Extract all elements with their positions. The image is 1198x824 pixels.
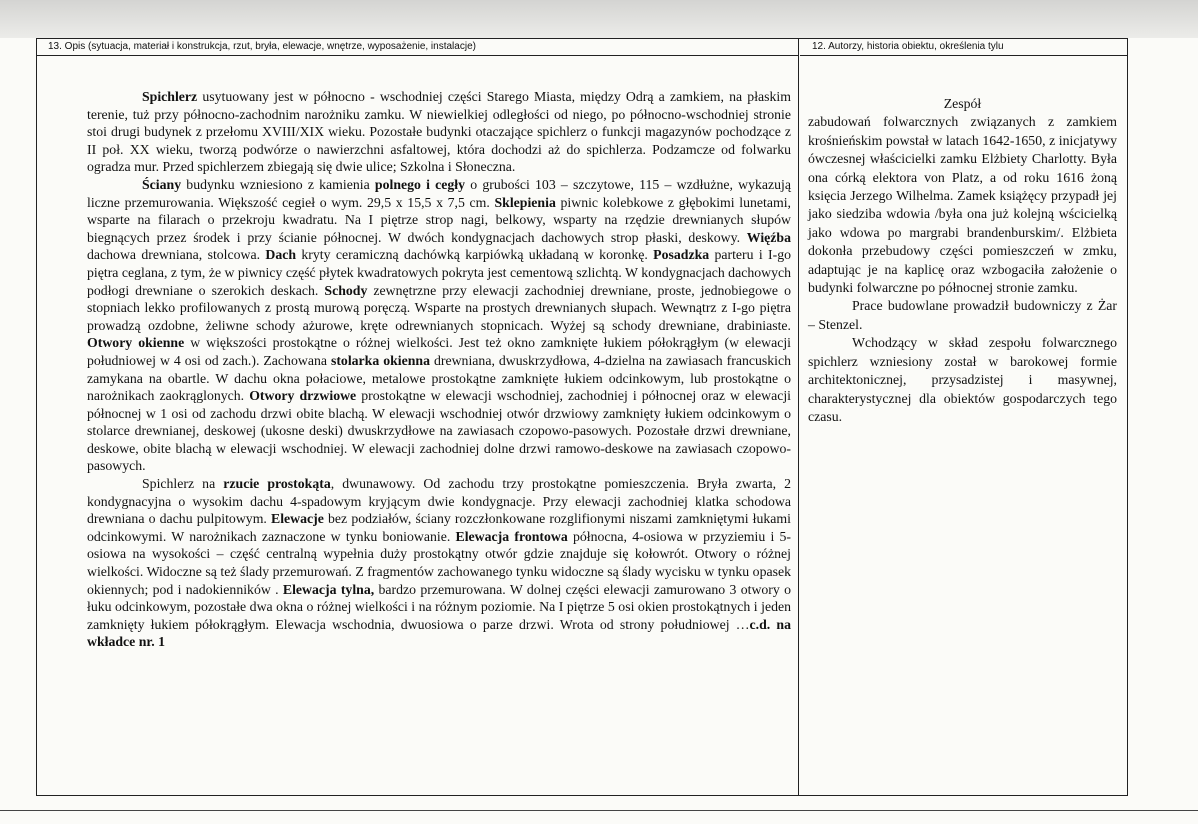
bold-term: Ściany [142, 176, 182, 192]
text: bardzo przemurowana. W dolnej części elewacji zamurowano 3 otwory o łuku odcinkowym, pozostałe dwa okna o różnej wielkości i na różnym poziomie. Na I piętrze 5 osi okien prostokątnych i jeden zamknięty łukiem półokrągłym. Elewacja wschodnia, dwuosiowa o parze drzwi. Wrota od strony południowej … [87, 581, 792, 632]
bottom-rule [0, 810, 1198, 811]
history-title: Zespół [943, 96, 982, 111]
text: drewniana, dwuskrzydłowa, 4-dzielna na zawiasach francuskich zamykana na obartle. W dachu okna połaciowe, metalowe prostokątne zamknięte łukiem odcinkowym, lub prostokątne o narożnikach zaokrąglonych. [87, 352, 791, 404]
description-paragraph-location [87, 88, 791, 176]
history-paragraph-2: Prace budowlane prowadził budowniczy z Żar – Stenzel. [808, 298, 1117, 332]
text: , dwunawowy. Od zachodu trzy prostokątne pomieszczenia. Bryła zwarta, 2 kondygnacyjna o wysokim dachu 4-spadowym kryjącym dwie kondygnacje. Przy elewacji zachodniej klatka schodowa drewniana o dachu pulpitowym. [87, 476, 791, 527]
bold-term: Elewacje [271, 511, 324, 527]
section-12-header: 12. Autorzy, historia obiektu, określenia tylu [800, 38, 1127, 56]
text: prostokątne w elewacji wschodniej, zachodniej i północnej oraz w elewacji północnej w 1 osi od zachodu drzwi obite blachą. W elewacji wschodniej otwór drzwiowy zamknięty łukiem odcinkowym o stolarce drewnianej, deskowej (ukosne deski) dwuskrzydłowe na zawiasach czopowo-pasowych. Pozostałe drzwi drewniane, deskowe, obite blachą w elewacji wschodniej. W elewacji zachodniej dolne drzwi ramowo-deskowe na zawiasach czopowo-pasowych. [87, 388, 791, 474]
bold-term: Elewacja frontowa [455, 528, 568, 544]
bold-term: stolarka okienna [330, 352, 430, 368]
bold-term: Schody [324, 282, 368, 298]
bold-term: Otwory drzwiowe [249, 388, 357, 404]
text: usytuowany jest w północno - wschodniej części Starego Miasta, między Odrą a zamkiem, na płaskim terenie, tuż przy północno-zachodnim narożniku zamku. W niewielkiej odległości od niego, po północno-wschodniej stronie stoi drugi budynek z przełomu XVIII/XIX wieku. Pozostałe budynki otaczające spichlerz o funkcji magazynów pochodzące z II poł. XX wieku, tworzą podwórze o nawierzchni asfaltowej, która dochodzi aż do spichlerza. Podzamcze od folwarku ogradza mur. Przed spichlerzem zbiegają się dwie ulice; Szkolna i Słoneczna. [87, 89, 791, 175]
text: północna, 4-osiowa w przyziemiu i 5-osiowa na wysokości – część centralną wypełnia duży prostokątny otwór gdzie znajduje się kołowrót. Otwory o różnej wielkości. Widoczne są też ślady przemurowań. Z fragmentów zachowanego tynku widoczne są ślady wycisku w tynku opasek okiennych; pod i nadokienników . [87, 528, 791, 597]
bold-term: Więźba [746, 229, 791, 245]
continuation-note: c.d. na wkładce nr. 1 [87, 616, 791, 650]
bold-term: polnego i cegły [374, 176, 466, 192]
bold-term: Otwory okienne [87, 335, 185, 351]
bold-term: Spichlerz [142, 89, 198, 104]
bold-term: Dach [265, 247, 297, 263]
text: o grubości 103 – szczytowe, 115 – wzdłużne, wykazują liczne przemurowania. Większość cegieł o wym. 29,5 x 15,5 x 7,5 cm. [87, 176, 791, 210]
description-column [87, 88, 791, 651]
column-divider [798, 38, 799, 795]
scan-top-band [0, 0, 1198, 38]
bold-term: Elewacja tylna, [282, 581, 375, 597]
description-paragraph-construction [87, 176, 791, 475]
bold-term: Sklepienia [494, 194, 556, 210]
text: Spichlerz na [142, 476, 224, 492]
text: zewnętrzne przy elewacji zachodniej drewniane, proste, jednobiegowe o stopniach lekko profilowanych z prostą murową poręczą. Wsparte na prostych drewnianych słupach. Wewnątrz z I-go piętra prowadzą ozdobne, żeliwne schody ażurowe, kręte odrewnianych stopnicach. Wyżej są schody drewniane, drabiniaste. [87, 282, 791, 333]
text: parteru i I-go piętra ceglana, z tym, że w piwnicy część płytek kwadratowych pokryta jest cementową szlichtą. W kondygnacjach dachowych podłogi drewniane o szerokich deskach. [87, 247, 792, 298]
history-paragraph-3: Wchodzący w skład zespołu folwarcznego spichlerz wzniesiony został w barokowej formie architektonicznej, przysadzistej i masywnej, charakterystycznej dla obiektów gospodarczych tego czasu. [808, 335, 1117, 424]
description-paragraph-form [87, 475, 791, 651]
history-paragraph-1: zabudowań folwarcznych związanych z zamkiem krośnieńskim powstał w latach 1642-1650, z inicjatywy ówczesnej właścicielki zamku Elżbiety Charlotty. Była ona córką elektora von Platz, a od roku 1616 żoną księcia Jerzego Wilhelma. Zamek książęcy przypadł jej jako siedziba wdowia /była ona już kolejną wścicielką jako wdowa po margrabi brandenburskim/. Elżbieta dokonła przebudowy części pomieszczeń w zmku, adaptując je na kaplicę oraz wzbogaciła założenie o budynki folwarczne po północnej stronie zamku. [808, 114, 1117, 296]
text: w większości prostokątne o różnej wielkości. Jest też okno zamknięte łukiem półokrągłym (w elewacji południowej w 4 osi od zach.). Zachowana [87, 335, 791, 368]
bold-term: Posadzka [653, 247, 710, 263]
section-13-header: 13. Opis (sytuacja, materiał i konstrukcja, rzut, bryła, elewacje, wnętrze, wyposażenie, instalacje) [36, 38, 799, 56]
history-column [808, 95, 1117, 426]
text: kryty ceramiczną dachówką karpiówką układaną w koronkę. [296, 247, 654, 263]
text: budynku wzniesiono z kamienia [181, 176, 375, 192]
text: piwnic kolebkowe z głębokimi lunetami, wsparte na filarach o przekroju kwadratu. Na I piętrze strop nagi, belkowy, wsparty na rzędzie drewnianych słupów biegnących przez środek i przy ścianie północnej. W dwóch kondygnacjach dachowych strop płaski, deskowy. [87, 194, 791, 245]
bold-term: rzucie prostokąta [223, 476, 331, 492]
text: dachowa drewniana, stolcowa. [87, 247, 266, 263]
text: bez podziałów, ściany rozczłonkowane rozglifionymi niszami zamkniętymi łukami odcinkowymi. W narożnikach zaznaczone w tynku boniowanie. [87, 511, 791, 544]
